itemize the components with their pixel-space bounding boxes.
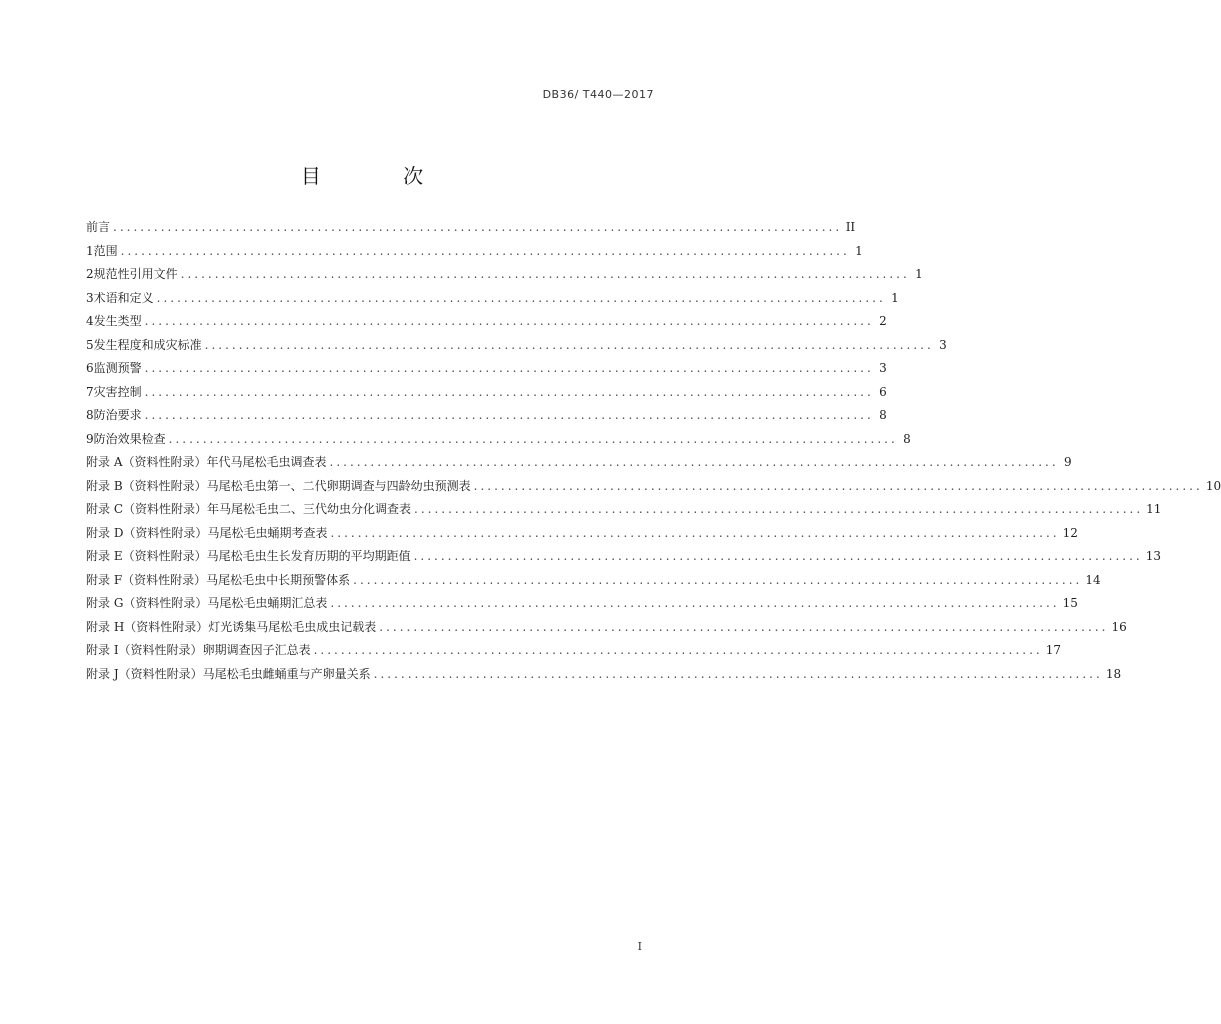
dot-leader: ........................................................................................................... <box>379 619 1109 634</box>
toc-entry-page: 3 <box>939 337 947 352</box>
dot-leader: ........................................................................................................... <box>144 384 874 399</box>
toc-entry-page: 15 <box>1062 596 1078 610</box>
dot-leader: ........................................................................................................... <box>373 666 1103 681</box>
toc-entry-page: 13 <box>1145 549 1162 563</box>
dot-leader: ........................................................................................................... <box>204 337 934 352</box>
dot-leader: ........................................................................................................... <box>144 408 874 422</box>
toc-entry-label: 发生程度和成灾标准 <box>93 337 202 352</box>
document-code: DB36/ T440—2017 <box>542 88 654 101</box>
appendix-prefix: 附录 I（资料性附录） <box>86 643 203 657</box>
toc-entry-appendix-h[interactable] <box>86 616 1127 640</box>
toc-entry-page: 16 <box>1111 619 1127 634</box>
dot-leader: ........................................................................................................... <box>414 502 1144 516</box>
dot-leader: ........................................................................................................... <box>180 267 910 281</box>
toc-entry-page: 2 <box>879 314 887 328</box>
toc-entry-label: 年 <box>206 455 219 469</box>
dot-leader: ........................................................................................................... <box>144 314 874 328</box>
toc-entry-label: 防治要求 <box>93 408 142 422</box>
dot-leader: ........................................................................................................... <box>353 572 1083 587</box>
toc-entry-appendix-f[interactable] <box>86 569 1101 593</box>
toc-entry-page: II <box>845 220 856 234</box>
toc-entry-label: 马尾松毛虫雌蛹重与产卵量关系 <box>202 666 371 681</box>
toc-entry-page: 1 <box>855 243 863 258</box>
toc-entry-label: 马尾松毛虫蛹期汇总表 <box>207 596 328 610</box>
toc-entry-page: 18 <box>1105 666 1122 681</box>
toc-entry-9[interactable] <box>86 428 911 452</box>
toc-entry-page: 1 <box>891 290 899 305</box>
toc-entry-foreword[interactable] <box>86 216 856 240</box>
toc-entry-number: 9 <box>86 431 94 446</box>
toc-entry-appendix-c[interactable] <box>86 498 1162 522</box>
appendix-prefix: 附录 H（资料性附录） <box>86 619 209 634</box>
toc-entry-label: 范围 <box>93 243 118 258</box>
toc-entry-number: 7 <box>86 384 94 399</box>
toc-entry-label: 发生类型 <box>93 314 142 328</box>
toc-entry-7[interactable] <box>86 381 887 405</box>
toc-entry-number: 2 <box>86 267 94 281</box>
toc-entry-page: 1 <box>915 267 923 281</box>
toc-entry-label: 防治效果检查 <box>93 431 166 446</box>
toc-entry-appendix-e[interactable] <box>86 545 1162 569</box>
toc-entry-page: 14 <box>1085 572 1101 587</box>
toc-entry-label: 规范性引用文件 <box>93 267 178 281</box>
toc-entry-6[interactable] <box>86 357 887 381</box>
dot-leader: ........................................................................................................... <box>473 478 1203 493</box>
toc-entry-label: 马尾松毛虫中长期预警体系 <box>206 572 351 587</box>
toc-entry-label: 年马尾松毛虫二、三代幼虫分化调查表 <box>207 502 412 516</box>
toc-entry-page: 8 <box>879 408 887 422</box>
toc-entry-1[interactable] <box>86 240 863 264</box>
toc-entry-page: 12 <box>1062 525 1078 540</box>
toc-entry-5[interactable] <box>86 334 947 358</box>
dot-leader: ........................................................................................................... <box>168 431 898 446</box>
appendix-prefix: 附录 J（资料性附录） <box>86 666 203 681</box>
toc-entry-number: 6 <box>86 361 94 375</box>
toc-entry-page: 17 <box>1045 643 1062 657</box>
toc-entry-2[interactable] <box>86 263 923 287</box>
toc-entry-page: 9 <box>1064 455 1072 469</box>
toc-entry-page: 10 <box>1205 478 1221 493</box>
appendix-prefix: 附录 F（资料性附录） <box>86 572 207 587</box>
toc-entry-label: 卵期调查因子汇总表 <box>202 643 311 657</box>
dot-leader: ........................................................................................................... <box>330 596 1060 610</box>
toc-entry-number: 4 <box>86 314 94 328</box>
toc-entry-appendix-i[interactable] <box>86 639 1062 663</box>
appendix-prefix: 附录 C（资料性附录） <box>86 502 207 516</box>
appendix-prefix: 附录 E（资料性附录） <box>86 549 207 563</box>
toc-entry-page: 6 <box>879 384 887 399</box>
dot-leader: ........................................................................................................... <box>313 643 1043 657</box>
footer-page-number: I <box>637 940 642 953</box>
dot-leader: ........................................................................................................... <box>413 549 1143 563</box>
appendix-prefix: 附录 A（资料性附录） <box>86 455 207 469</box>
toc-entry-appendix-b[interactable] <box>86 475 1221 499</box>
dot-leader: ........................................................................................................... <box>156 290 886 305</box>
toc-entry-number: 5 <box>86 337 94 352</box>
toc-entry-label: 灯光诱集马尾松毛虫成虫记载表 <box>208 619 377 634</box>
toc-entry-label: 监测预警 <box>93 361 142 375</box>
dot-leader: ........................................................................................................... <box>330 525 1060 540</box>
toc-entry-number: 8 <box>86 408 94 422</box>
table-of-contents <box>86 216 1221 686</box>
toc-entry-label: 代马尾松毛虫调查表 <box>218 455 327 469</box>
toc-entry-label: 马尾松毛虫第一、二代卵期调查与四龄幼虫预测表 <box>206 478 471 493</box>
toc-entry-label: 马尾松毛虫生长发育历期的平均期距值 <box>206 549 411 563</box>
toc-entry-appendix-a[interactable] <box>86 451 1072 475</box>
toc-entry-label: 前言 <box>86 220 111 234</box>
toc-entry-number: 3 <box>86 290 94 305</box>
toc-entry-label: 马尾松毛虫蛹期考查表 <box>207 525 328 540</box>
appendix-prefix: 附录 G（资料性附录） <box>86 596 208 610</box>
toc-entry-page: 11 <box>1146 502 1162 516</box>
dot-leader: ........................................................................................................... <box>120 243 850 258</box>
toc-entry-appendix-g[interactable] <box>86 592 1078 616</box>
toc-entry-label: 灾害控制 <box>93 384 142 399</box>
toc-entry-page: 3 <box>879 361 887 375</box>
toc-entry-appendix-d[interactable] <box>86 522 1078 546</box>
toc-entry-number: 1 <box>86 243 94 258</box>
toc-entry-3[interactable] <box>86 287 899 311</box>
toc-entry-page: 8 <box>903 431 911 446</box>
toc-entry-4[interactable] <box>86 310 887 334</box>
toc-entry-8[interactable] <box>86 404 887 428</box>
appendix-prefix: 附录 D（资料性附录） <box>86 525 208 540</box>
toc-entry-appendix-j[interactable] <box>86 663 1122 687</box>
dot-leader: ........................................................................................................... <box>144 361 874 375</box>
toc-entry-label: 术语和定义 <box>93 290 154 305</box>
appendix-prefix: 附录 B（资料性附录） <box>86 478 207 493</box>
dot-leader: ........................................................................................................... <box>329 455 1059 469</box>
toc-title: 目 次 <box>300 164 462 188</box>
dot-leader: ........................................................................................................... <box>113 220 843 234</box>
